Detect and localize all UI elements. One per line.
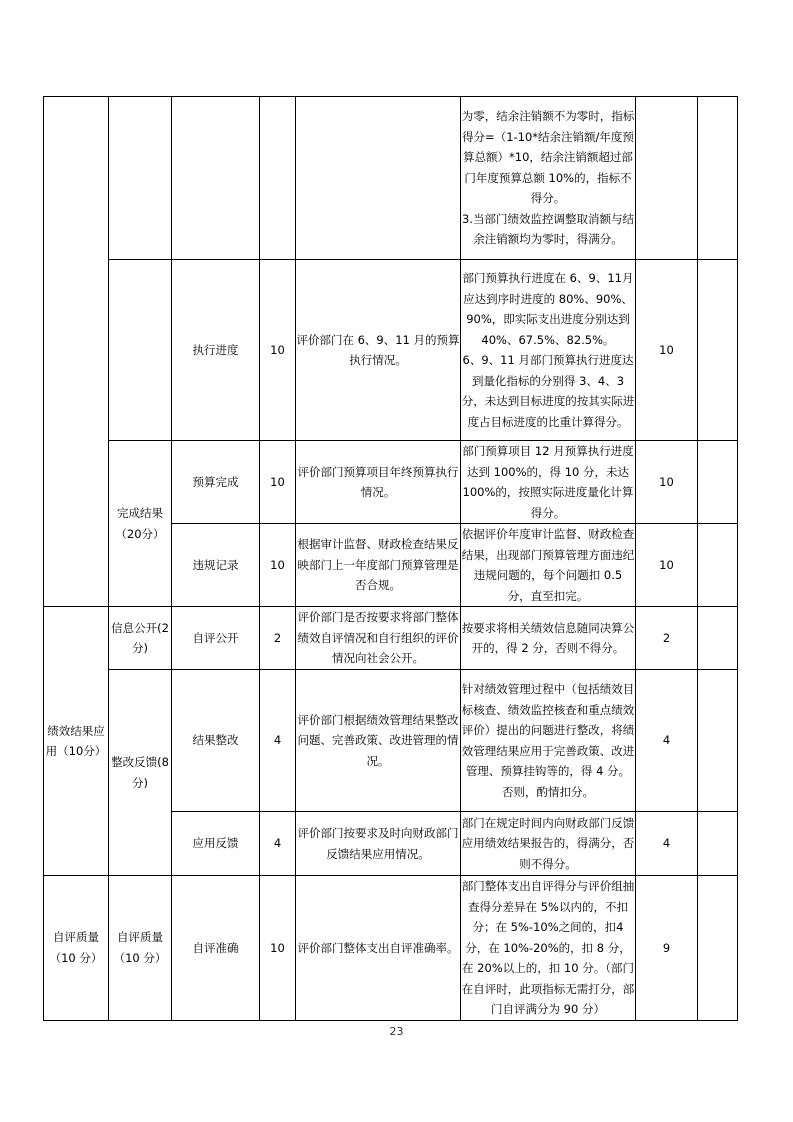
level2-group-self-eval-quality: 自评质量（10 分） [109,876,172,1021]
standard-cell: 依据评价年度审计监督、财政检查结果，出现部门预算管理方面违纪违规问题的，每个问题扣 0.5 分，直至扣完。 [461,524,636,607]
description-cell: 评价部门是否按要求将部门整体绩效自评情况和自行组织的评价情况向社会公开。 [296,607,461,670]
indicator-name: 应用反馈 [172,812,260,876]
level2-group-rectification: 整改反馈(8 分) [109,670,172,876]
indicator-cell-empty [172,97,260,260]
table-row [44,876,738,1021]
table-row [44,607,738,670]
level2-cell-empty [109,260,172,441]
score-value: 10 [636,260,698,441]
weight-value: 10 [260,876,296,1021]
description-cell: 评价部门在 6、9、11 月的预算执行情况。 [296,260,461,441]
weight-value: 10 [260,260,296,441]
standard-cell: 部门在规定时间内向财政部门反馈应用绩效结果报告的，得满分，否则不得分。 [461,812,636,876]
level2-group-info-disclosure: 信息公开(2 分) [109,607,172,670]
remark-cell [698,524,738,607]
score-value: 4 [636,670,698,812]
indicator-name: 自评公开 [172,607,260,670]
remark-cell [698,441,738,524]
page-number: 23 [389,1025,404,1038]
standard-cell: 部门整体支出自评得分与评价组抽查得分差异在 5%以内的，不扣分；在 5%-10%之间的，扣4 分，在 10%-20%的，扣 8 分，在 20%以上的，扣 10 分。（部门在自评时，此项指标无需打分，部门自评满分为 90 分） [461,876,636,1021]
remark-cell [698,670,738,812]
standard-cell: 为零，结余注销额不为零时，指标得分=（1-10*结余注销额/年度预算总额）*10，结余注销额超过部门年度预算总额 10%的，指标不得分。 3.当部门绩效监控调整取消额与结余注销额均为零时，得满分。 [461,97,636,260]
description-cell: 评价部门预算项目年终预算执行情况。 [296,441,461,524]
weight-value: 4 [260,812,296,876]
weight-value: 10 [260,441,296,524]
indicator-name: 预算完成 [172,441,260,524]
description-cell: 根据审计监督、财政检查结果反映部门上一年度部门预算管理是否合规。 [296,524,461,607]
table-row [44,97,738,260]
indicator-name: 自评准确 [172,876,260,1021]
indicator-name: 执行进度 [172,260,260,441]
remark-cell [698,97,738,260]
standard-cell: 部门预算项目 12 月预算执行进度达到 100%的，得 10 分，未达100%的，按照实际进度量化计算得分。 [461,441,636,524]
level2-group-completion: 完成结果（20分） [109,441,172,607]
table-row [44,260,738,441]
level1-cell-empty [44,97,109,607]
table-row [44,670,738,812]
table-row [44,441,738,524]
score-value: 9 [636,876,698,1021]
score-value: 2 [636,607,698,670]
standard-cell: 部门预算执行进度在 6、9、11月应达到序时进度的 80%、90%、90%，即实际支出进度分别达到40%、67.5%、82.5%。 6、9、11 月部门预算执行进度达到量化指标的分别得 3、4、3分，未达到目标进度的按其实际进度占目标进度的比重计算得分。 [461,260,636,441]
description-cell-empty [296,97,461,260]
weight-value: 4 [260,670,296,812]
level1-group-self-eval-quality: 自评质量（10 分） [44,876,109,1021]
description-cell: 评价部门根据绩效管理结果整改问题、完善政策、改进管理的情况。 [296,670,461,812]
score-value: 10 [636,441,698,524]
remark-cell [698,260,738,441]
evaluation-table [43,96,738,1021]
score-value: 10 [636,524,698,607]
standard-cell: 针对绩效管理过程中（包括绩效目标核查、绩效监控核查和重点绩效评价）提出的问题进行整改，将绩效管理结果应用于完善政策、改进管理、预算挂钩等的，得 4 分。否则，酌情扣分。 [461,670,636,812]
level1-group-results-application: 绩效结果应用（10分） [44,607,109,876]
description-cell: 评价部门整体支出自评准确率。 [296,876,461,1021]
indicator-name: 结果整改 [172,670,260,812]
description-cell: 评价部门按要求及时向财政部门反馈结果应用情况。 [296,812,461,876]
level2-cell-empty [109,97,172,260]
standard-cell: 按要求将相关绩效信息随同决算公开的，得 2 分，否则不得分。 [461,607,636,670]
remark-cell [698,607,738,670]
indicator-name: 违规记录 [172,524,260,607]
score-cell-empty [636,97,698,260]
remark-cell [698,876,738,1021]
weight-value: 2 [260,607,296,670]
weight-cell-empty [260,97,296,260]
remark-cell [698,812,738,876]
score-value: 4 [636,812,698,876]
weight-value: 10 [260,524,296,607]
